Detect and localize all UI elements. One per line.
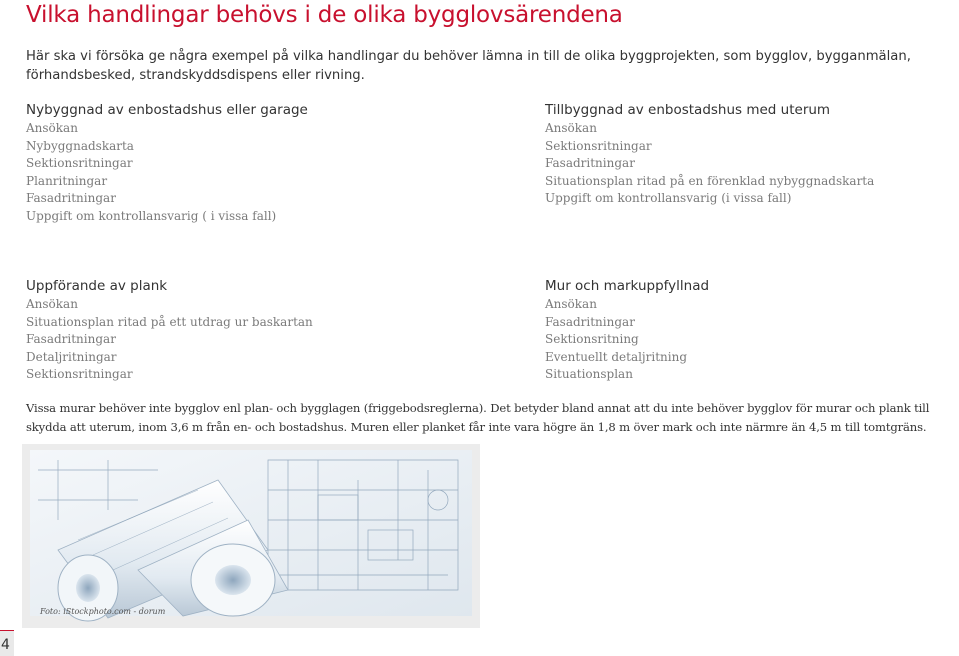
list-item: Fasadritningar [545, 314, 635, 329]
section-heading: Nybyggnad av enbostadshus eller garage [26, 102, 308, 118]
section-heading: Tillbyggnad av enbostadshus med uterum [545, 102, 831, 118]
list-item: Sektionsritningar [26, 367, 133, 382]
list-item: Fasadritningar [26, 332, 116, 347]
list-item: Situationsplan ritad på ett utdrag ur baskartan [26, 314, 313, 329]
list-item: Sektionsritning [545, 332, 639, 347]
note-paragraph: Vissa murar behöver inte bygglov enl plan- och bygglagen (friggebodsreglerna). Det betyder bland annat att du inte behöver bygglov för murar och plank till skydda att uterum, inom 3,6 m från en- och bostadshus. Muren eller planket får inte vara högre än 1,8 m över mark och inte närmre än 4,5 m till tomtgräns. [26, 401, 930, 434]
blueprint-photo [18, 440, 484, 632]
blueprint-illustration [18, 440, 484, 632]
list-item: Ansökan [26, 121, 78, 135]
section-plank [26, 277, 313, 384]
list-item: Uppgift om kontrollansvarig ( i vissa fall) [26, 208, 277, 223]
list-item: Detaljritningar [26, 349, 117, 364]
page-number-tab [0, 630, 14, 656]
list-item: Fasadritningar [545, 156, 635, 171]
list-item: Ansökan [545, 297, 597, 311]
section-heading: Mur och markuppfyllnad [545, 278, 710, 294]
list-item: Ansökan [545, 121, 597, 135]
photo-credit: Foto: iStockphoto.com - dorum [40, 607, 166, 616]
list-item: Situationsplan [545, 367, 633, 382]
list-item: Eventuellt detaljritning [545, 349, 688, 364]
section-mur [545, 277, 709, 384]
list-item: Nybyggnadskarta [26, 138, 134, 153]
list-item: Uppgift om kontrollansvarig (i vissa fall) [545, 191, 792, 206]
list-item: Situationsplan ritad på en förenklad nybyggnadskarta [545, 173, 875, 188]
page-title: Vilka handlingar behövs i de olika bygglovsärendena [26, 2, 623, 28]
intro-paragraph: Här ska vi försöka ge några exempel på vilka handlingar du behöver lämna in till de olika byggprojekten, som bygglov, bygganmälan, förhandsbesked, strandskyddsdispens eller rivning. [26, 49, 911, 83]
section-heading: Uppförande av plank [26, 278, 168, 294]
list-item: Planritningar [26, 173, 108, 188]
list-item: Fasadritningar [26, 191, 116, 206]
section-nybyggnad [26, 101, 308, 226]
page-number: 4 [1, 637, 10, 653]
list-item: Ansökan [26, 297, 78, 311]
list-item: Sektionsritningar [26, 156, 133, 171]
list-item: Sektionsritningar [545, 138, 652, 153]
section-tillbyggnad [545, 101, 874, 208]
